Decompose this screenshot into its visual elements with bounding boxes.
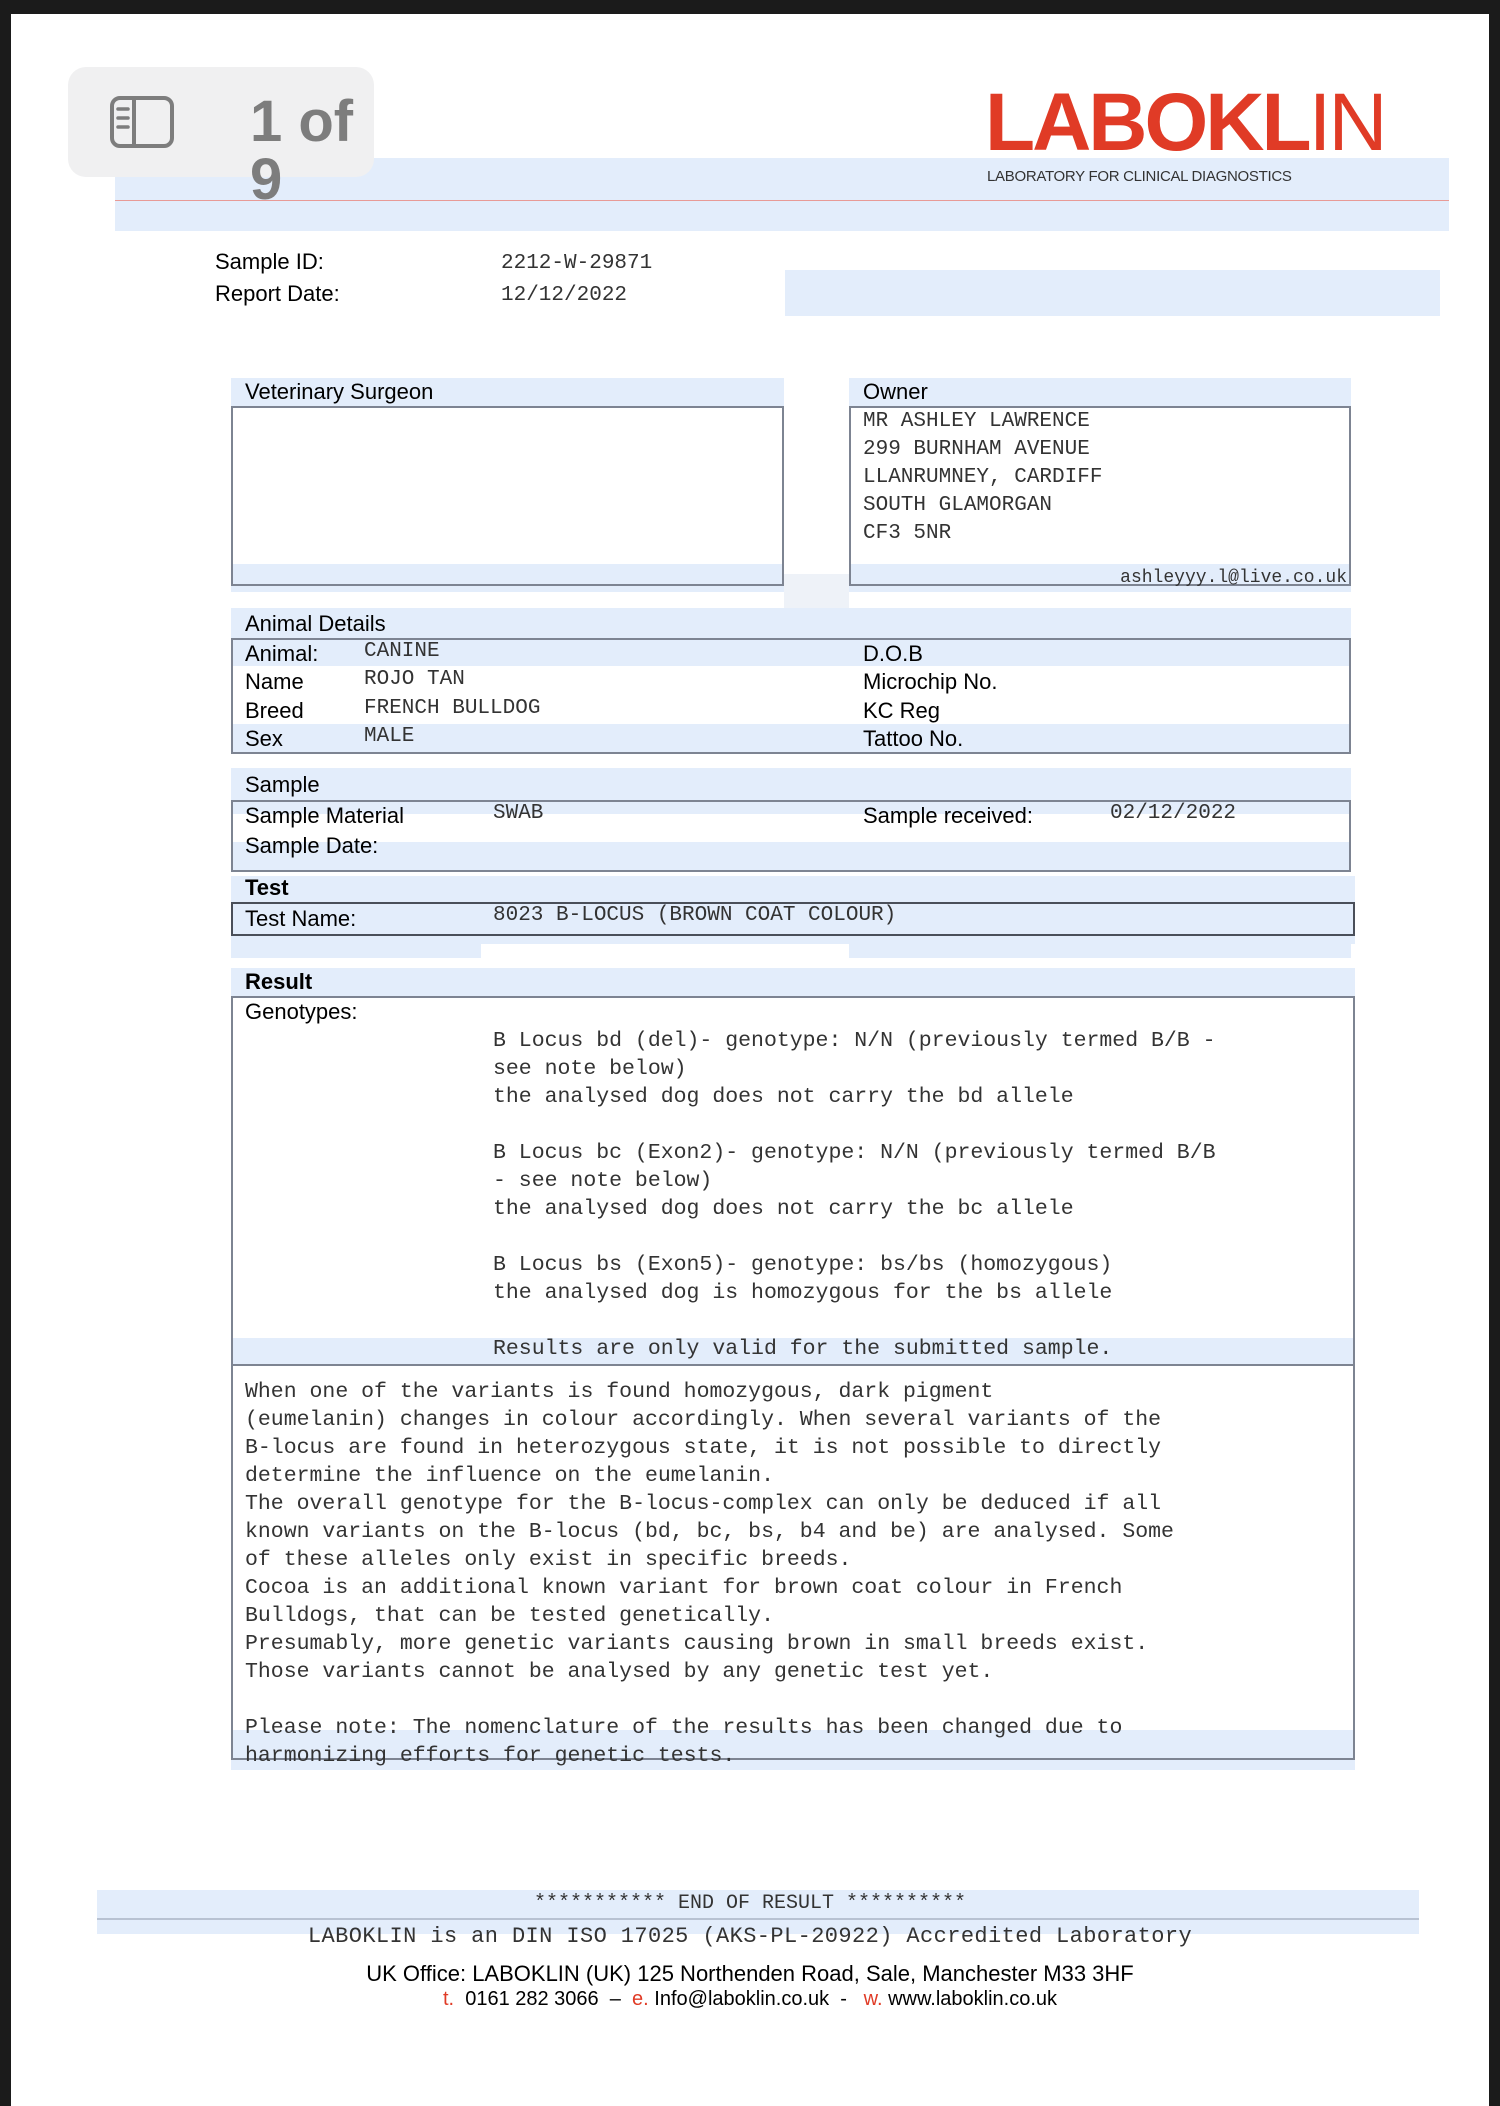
sex-value: MALE — [364, 725, 415, 748]
logo-word-bold: LABOKL — [985, 77, 1309, 168]
vet-title: Veterinary Surgeon — [245, 379, 434, 404]
result-line — [493, 1223, 1216, 1251]
result-line — [493, 1111, 1216, 1139]
note-line: Those variants cannot be analysed by any genetic test yet. — [245, 1660, 994, 1684]
sample-date-label: Sample Date: — [245, 833, 379, 858]
note-line: The overall genotype for the B-locus-complex can only be deduced if all — [245, 1492, 1162, 1516]
sample-received-label: Sample received: — [863, 803, 1033, 828]
vet-box — [231, 406, 784, 586]
microchip-label: Microchip No. — [863, 669, 998, 694]
note-line: Bulldogs, that can be tested genetically. — [245, 1604, 774, 1628]
sample-id-value: 2212-W-29871 — [501, 252, 653, 275]
end-of-result: *********** END OF RESULT ********** — [533, 1892, 967, 1915]
contact-email[interactable]: Info@laboklin.co.uk — [654, 1988, 830, 2010]
logo-word-thin: IN — [1308, 77, 1385, 168]
kc-reg-label: KC Reg — [863, 698, 941, 723]
result-line: see note below) — [493, 1057, 687, 1081]
test-under-band-left — [231, 944, 481, 958]
tattoo-label: Tattoo No. — [863, 726, 964, 751]
uk-office-address: UK Office: LABOKLIN (UK) 125 Northenden Road, Sale, Manchester M33 3HF — [366, 1961, 1134, 1986]
result-title: Result — [245, 969, 313, 994]
phone-label: t. — [442, 1988, 455, 2010]
owner-email: ashleyyy.l@live.co.uk — [1120, 568, 1347, 588]
report-date-value: 12/12/2022 — [501, 284, 628, 307]
document-page — [11, 14, 1489, 2106]
owner-line-3: LLANRUMNEY, CARDIFF — [863, 466, 1103, 489]
owner-title: Owner — [863, 379, 928, 404]
result-line: - see note below) — [493, 1169, 713, 1193]
genotype-results — [493, 1027, 1216, 1363]
animal-value: CANINE — [364, 640, 440, 663]
sample-id-label: Sample ID: — [215, 249, 324, 274]
result-line: B Locus bs (Exon5)- genotype: bs/bs (homozygous) — [493, 1253, 1113, 1277]
result-title-band — [231, 968, 1355, 998]
sample-material-label: Sample Material — [245, 803, 404, 828]
sample-material-value: SWAB — [493, 802, 544, 825]
note-line: known variants on the B-locus (bd, bc, bs, b4 and be) are analysed. Some — [245, 1520, 1174, 1544]
logo-tagline: LABORATORY FOR CLINICAL DIAGNOSTICS — [987, 168, 1292, 185]
name-value: ROJO TAN — [364, 668, 465, 691]
phone-number: 0161 282 3066 — [465, 1988, 599, 2010]
animal-title: Animal Details — [245, 611, 386, 636]
gap-band — [784, 574, 849, 608]
result-notes — [245, 1378, 1174, 1770]
contact-line — [11, 1986, 1489, 2012]
result-line: the analysed dog is homozygous for the bs allele — [493, 1281, 1113, 1305]
page-indicator[interactable] — [68, 67, 374, 212]
test-name-value: 8023 B-LOCUS (BROWN COAT COLOUR) — [493, 904, 897, 927]
note-line: of these alleles only exist in specific breeds. — [245, 1548, 852, 1572]
test-title: Test — [245, 875, 289, 900]
note-line: B-locus are found in heterozygous state, it is not possible to directly — [245, 1436, 1162, 1460]
owner-line-5: CF3 5NR — [863, 522, 952, 545]
note-line: Please note: The nomenclature of the results has been changed due to — [245, 1716, 1123, 1740]
breed-label: Breed — [245, 698, 304, 723]
report-date-label: Report Date: — [215, 281, 340, 306]
owner-line-2: 299 BURNHAM AVENUE — [863, 438, 1090, 461]
sidebar-icon[interactable] — [110, 96, 174, 148]
animal-label: Animal: — [245, 641, 319, 666]
website-label: w. — [863, 1988, 883, 2010]
note-line: harmonizing efforts for genetic tests. — [245, 1744, 736, 1768]
accreditation-statement: LABOKLIN is an DIN ISO 17025 (AKS-PL-20922) Accredited Laboratory — [307, 1924, 1193, 1949]
breed-value: FRENCH BULLDOG — [364, 697, 541, 720]
dob-label: D.O.B — [863, 641, 923, 666]
note-line: Presumably, more genetic variants causing brown in small breeds exist. — [245, 1632, 1149, 1656]
sample-title: Sample — [245, 772, 320, 797]
note-line — [245, 1686, 1174, 1714]
sex-label: Sex — [245, 726, 283, 751]
sample-received-value: 02/12/2022 — [1110, 802, 1237, 825]
email-label: e. — [632, 1988, 649, 2010]
result-line — [493, 1307, 1216, 1335]
separator: – — [609, 1988, 621, 2010]
result-line: the analysed dog does not carry the bc allele — [493, 1197, 1074, 1221]
result-line: B Locus bc (Exon2)- genotype: N/N (previously termed B/B — [493, 1141, 1216, 1165]
header-blank-band — [785, 270, 1440, 316]
genotypes-label: Genotypes: — [245, 999, 358, 1024]
result-validity-line: Results are only valid for the submitted sample. — [493, 1337, 1113, 1361]
result-line: the analysed dog does not carry the bd allele — [493, 1085, 1074, 1109]
note-line: determine the influence on the eumelanin. — [245, 1464, 774, 1488]
test-name-label: Test Name: — [245, 906, 357, 931]
result-line: B Locus bd (del)- genotype: N/N (previously termed B/B - — [493, 1029, 1216, 1053]
owner-line-1: MR ASHLEY LAWRENCE — [863, 410, 1090, 433]
owner-line-4: SOUTH GLAMORGAN — [863, 494, 1053, 517]
separator: - — [840, 1988, 847, 2010]
note-line: When one of the variants is found homozygous, dark pigment — [245, 1380, 994, 1404]
name-label: Name — [245, 669, 304, 694]
test-under-band-right — [849, 944, 1351, 958]
animal-title-band — [231, 608, 1351, 638]
note-line: Cocoa is an additional known variant for brown coat colour in French — [245, 1576, 1123, 1600]
note-line: (eumelanin) changes in colour accordingly. When several variants of the — [245, 1408, 1162, 1432]
page-count-label: 1 of 9 — [250, 89, 354, 212]
laboklin-logo — [985, 77, 1395, 185]
website-link[interactable]: www.laboklin.co.uk — [888, 1988, 1058, 2010]
